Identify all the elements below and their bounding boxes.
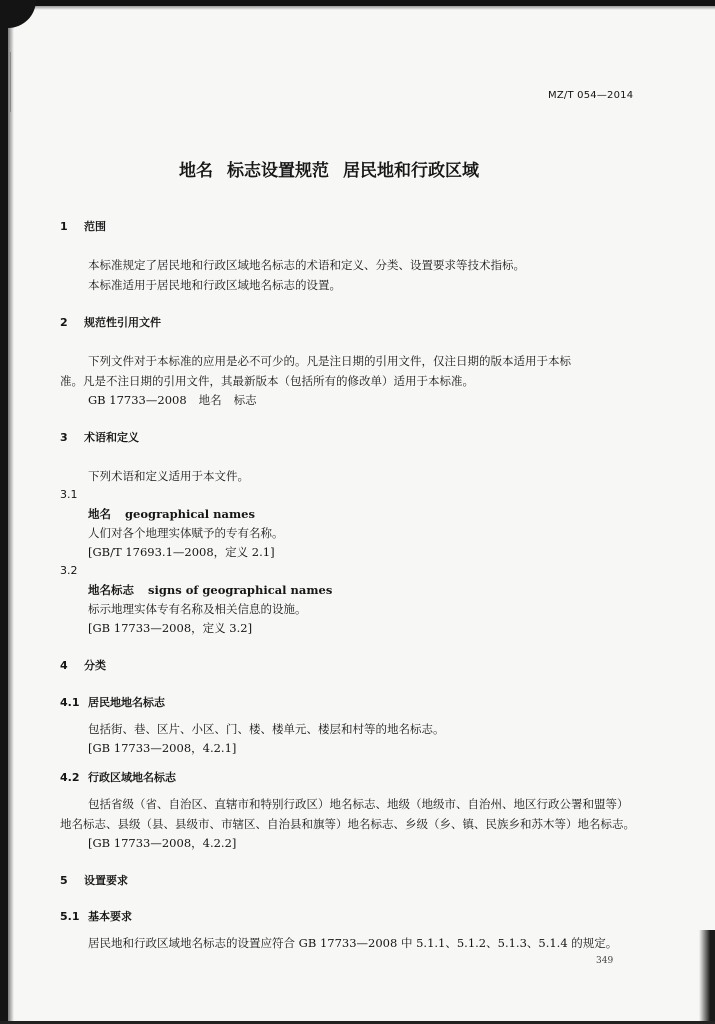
paragraph: 本标准规定了居民地和行政区域地名标志的术语和定义、分类、设置要求等技术指标。: [88, 258, 525, 272]
title-part-2: 标志设置规范: [227, 161, 329, 181]
section-2-heading: [60, 316, 161, 330]
paragraph: 下列术语和定义适用于本文件。: [88, 469, 249, 483]
paragraph: 居民地和行政区域地名标志的设置应符合 GB 17733—2008 中 5.1.1、5.1.2、5.1.3、5.1.4 的规定。: [88, 936, 618, 950]
term-source: [GB 17733—2008，定义 3.2]: [88, 621, 253, 635]
section-1-heading: [60, 220, 106, 234]
section-number: 4: [60, 659, 68, 672]
section-3-heading: [60, 431, 139, 445]
scan-mark: [10, 52, 11, 112]
subsection-title: 居民地地名标志: [88, 696, 165, 709]
section-number: 1: [60, 220, 68, 233]
term-source: [GB/T 17693.1—2008，定义 2.1]: [88, 545, 275, 559]
term-cn: 地名: [88, 507, 111, 521]
term-definition: 标示地理实体专有名称及相关信息的设施。: [88, 602, 307, 616]
section-title: 规范性引用文件: [84, 316, 161, 329]
scan-shadow-top: [0, 6, 715, 10]
section-title: 分类: [84, 659, 106, 672]
section-number: 5: [60, 874, 68, 887]
scan-border-right: [699, 930, 715, 1024]
standard-code: MZ/T 054—2014: [548, 90, 634, 101]
reference-title-part-1: 地名: [198, 393, 222, 407]
paragraph: 包括街、巷、区片、小区、门、楼、楼单元、楼层和村等的地名标志。: [88, 722, 445, 736]
subsection-number: 5.1: [60, 910, 80, 923]
paragraph-continuation: 地名标志、县级（县、县级市、市辖区、自治县和旗等）地名标志、乡级（乡、镇、民族乡和苏木等）地名标志。: [60, 817, 635, 831]
reference: [GB 17733—2008，4.2.2]: [88, 836, 237, 850]
subsection-5-1-heading: [60, 910, 132, 924]
reference: [GB 17733—2008，4.2.1]: [88, 741, 237, 755]
subsection-number: 4.2: [60, 771, 80, 784]
paragraph-continuation: 准。凡是不注日期的引用文件，其最新版本（包括所有的修改单）适用于本标准。: [60, 374, 474, 388]
section-title: 术语和定义: [84, 431, 139, 444]
term-definition: 人们对各个地理实体赋予的专有名称。: [88, 526, 284, 540]
section-title: 设置要求: [84, 874, 128, 887]
section-number: 3: [60, 431, 68, 444]
scan-border-left: [0, 0, 8, 1024]
normative-reference: [88, 393, 257, 407]
term-cn: 地名标志: [88, 583, 134, 597]
paragraph: 包括省级（省、自治区、直辖市和特别行政区）地名标志、地级（地级市、自治州、地区行政公署和盟等）: [88, 797, 629, 811]
scan-corner: [0, 0, 36, 28]
reference-title-part-2: 标志: [233, 393, 257, 407]
subsection-title: 行政区域地名标志: [88, 771, 176, 784]
term-heading: [88, 583, 332, 597]
subsection-title: 基本要求: [88, 910, 132, 923]
page-number: 349: [596, 956, 614, 966]
reference-code: GB 17733—2008: [88, 393, 187, 407]
page-title: [179, 161, 479, 181]
term-heading: [88, 507, 255, 521]
term-en: geographical names: [125, 507, 255, 521]
paragraph: 本标准适用于居民地和行政区域地名标志的设置。: [88, 278, 341, 292]
scan-shadow-left: [8, 0, 14, 1024]
paragraph: 下列文件对于本标准的应用是必不可少的。凡是注日期的引用文件，仅注日期的版本适用于本标: [88, 354, 571, 368]
section-number: 2: [60, 316, 68, 329]
section-title: 范围: [84, 220, 106, 233]
section-5-heading: [60, 874, 128, 888]
subsection-4-1-heading: [60, 696, 165, 710]
title-part-1: 地名: [179, 161, 213, 181]
subsection-4-2-heading: [60, 771, 176, 785]
term-en: signs of geographical names: [148, 583, 333, 597]
subsection-number: 4.1: [60, 696, 80, 709]
term-number: 3.1: [60, 488, 78, 501]
section-4-heading: [60, 659, 106, 673]
term-number: 3.2: [60, 564, 78, 577]
title-part-3: 居民地和行政区域: [343, 161, 479, 181]
